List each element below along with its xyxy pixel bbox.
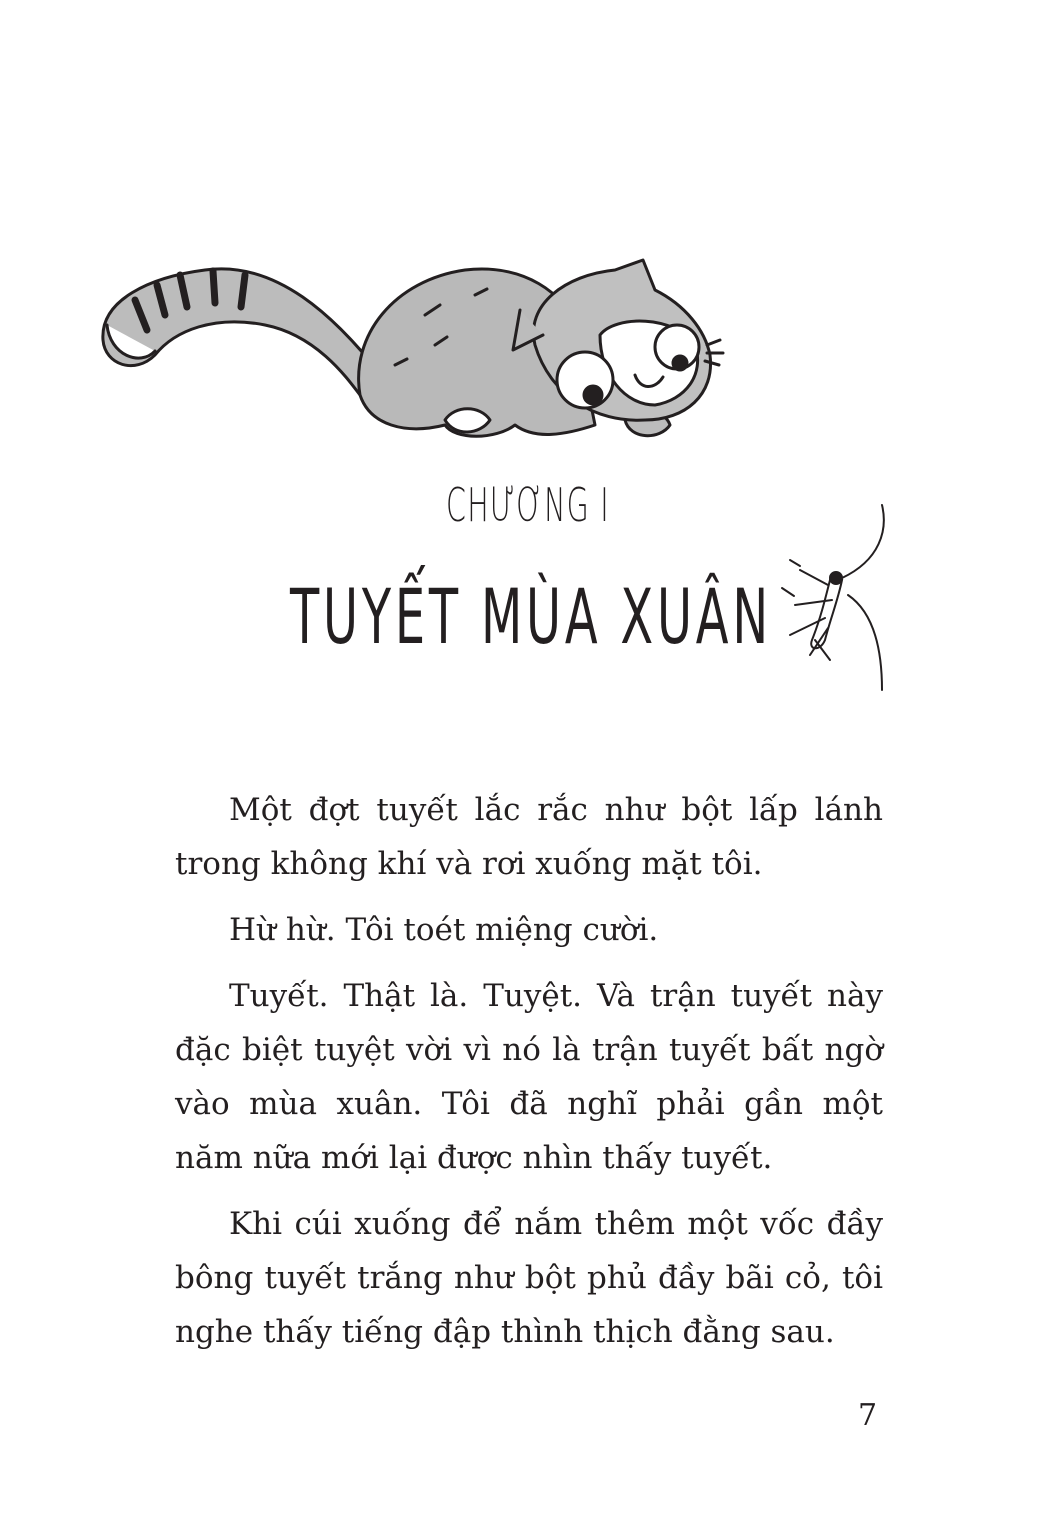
paragraph: Một đợt tuyết lắc rắc như bột lấp lánh trong không khí và rơi xuống mặt tôi. [175, 792, 883, 882]
paragraph: Khi cúi xuống để nắm thêm một vốc đầy bông tuyết trắng như bột phủ đầy bãi cỏ, tôi nghe thấy tiếng đập thình thịch đằng sau. [175, 1206, 883, 1350]
page-number: 7 [858, 1398, 878, 1433]
chapter-label: CHƯƠNG I [446, 478, 610, 532]
paragraph: Tuyết. Thật là. Tuyệt. Và trận tuyết này đặc biệt tuyệt vời vì nó là trận tuyết bất ngờ vào mùa xuân. Tôi đã nghĩ phải gần một năm nữa mới lại được nhìn thấy tuyết. [175, 978, 883, 1176]
cat-illustration [95, 255, 735, 465]
body-text [175, 783, 883, 1371]
paragraph: Hừ hừ. Tôi toét miệng cười. [229, 912, 659, 948]
chapter-title: TUYẾT MÙA XUÂN [290, 572, 772, 661]
